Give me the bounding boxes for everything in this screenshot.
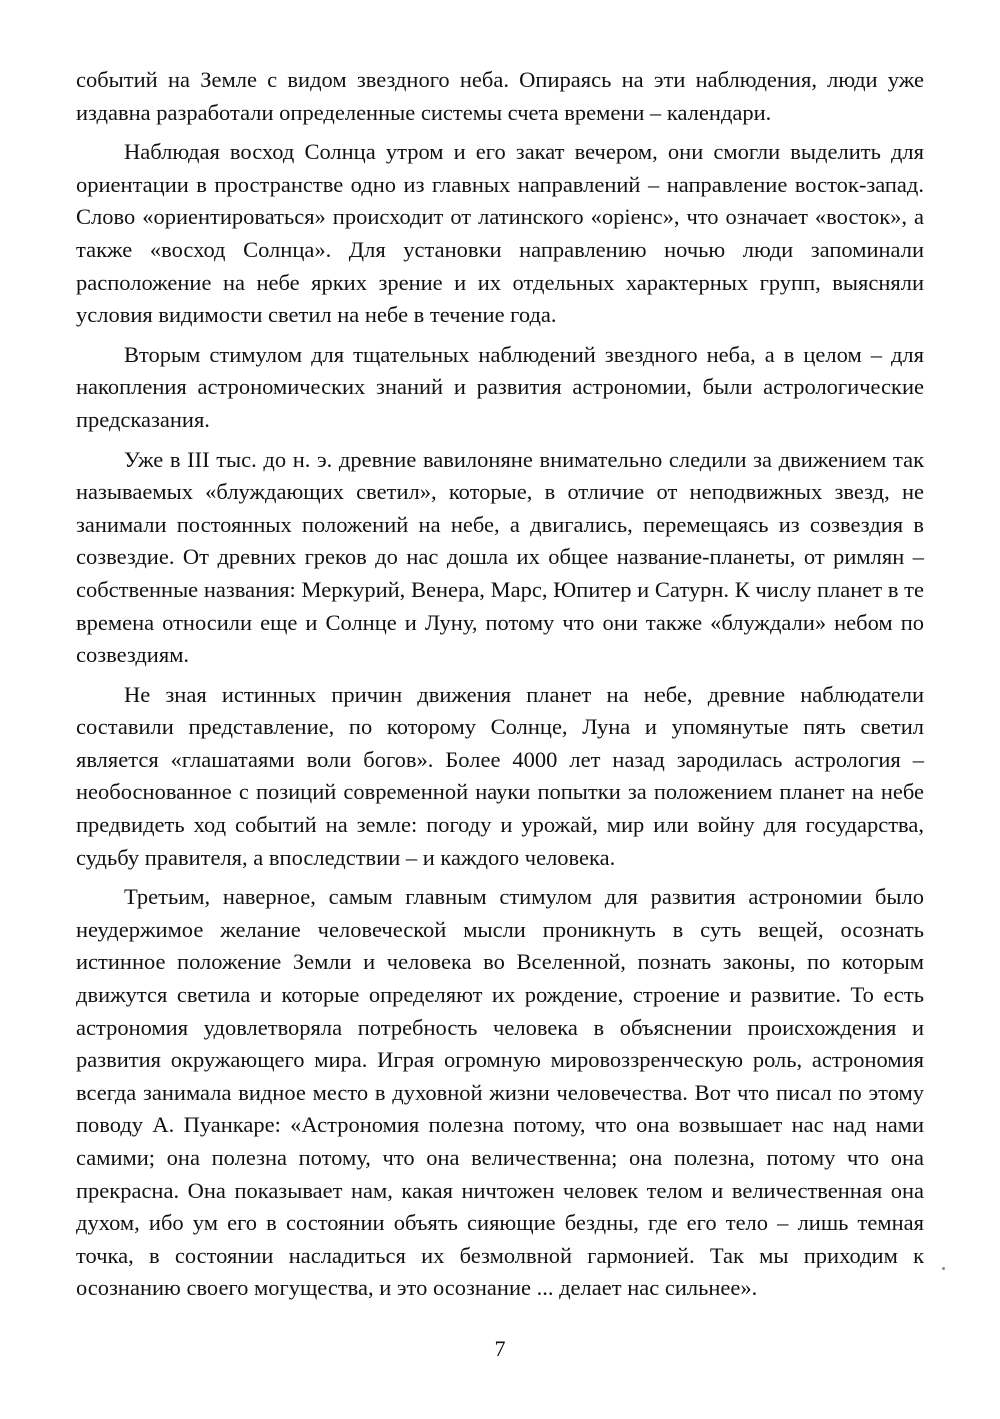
paragraph-sunrise-orientation: Наблюдая восход Солнца утром и его закат вечером, они смогли выделить для ориентации в пространстве одно из главных направлений – направление восток-запад. Слово «ориентироваться» происходит от латинского «оріенс», что означает «восток», а также «восход Солнца». Для установки направлению ночью люди запоминали расположение на небе ярких зрение и их отдельных характерных групп, выясняли условия видимости светил на небе в течение года. [76,139,924,328]
paragraph-wandering-planets: Уже в III тыс. до н. э. древние вавилоняне внимательно следили за движением так называемых «блуждающих светил», которые, в отличие от неподвижных звезд, не занимали постоянных положений на небе, а двигались, перемещаясь из созвездия в созвездие. От древних греков до нас дошла их общее название-планеты, от римлян – собственные названия: Меркурий, Венера, Марс, Юпитер и Сатурн. К числу планет в те времена относили еще и Солнце и Луну, потому что они также «блуждали» небом по созвездиям. [76,446,924,668]
page-number: 7 [494,1336,506,1361]
body-text [76,64,924,1305]
scan-speck [942,1267,945,1270]
paragraph-third-stimulus: Третьим, наверное, самым главным стимулом для развития астрономии было неудержимое желание человеческой мысли проникнуть в суть вещей, осознать истинное положение Земли и человека во Вселенной, познать законы, по которым движутся светила и которые определяют их рождение, строение и развитие. То есть астрономия удовлетворяла потребность человека в объяснении происхождения и развития окружающего мира. Играя огромную мировоззренческую роль, астрономия всегда занимала видное место в духовной жизни человечества. Вот что писал по этому поводу А. Пуанкаре: «Астрономия полезна потому, что она возвышает нас над нами самими; она полезна потому, что она величественна; она полезна, потому что она прекрасна. Она показывает нам, какая ничтожен человек телом и величественная она духом, ибо ум его в состоянии объять сияющие бездны, где его тело – лишь темная точка, в состоянии насладиться их безмолвной гармонией. Так мы приходим к осознанию своего могущества, и это осознание ... делает нас сильнее». [76,884,924,1301]
paragraph-continuation: событий на Земле с видом звездного неба. Опираясь на эти наблюдения, люди уже издавна разработали определенные системы счета времени – календари. [76,67,924,125]
paragraph-second-stimulus: Вторым стимулом для тщательных наблюдений звездного неба, а в целом – для накопления астрономических знаний и развития астрономии, были астрологические предсказания. [76,341,924,432]
paragraph-astrology: Не зная истинных причин движения планет на небе, древние наблюдатели составили представление, по которому Солнце, Луна и упомянутые пять светил является «глашатаями воли богов». Более 4000 лет назад зародилась астрология – необоснованное с позиций современной науки попытки за положением планет на небе предвидеть ход событий на земле: погоду и урожай, мир или войну для государства, судьбу правителя, а впоследствии – и каждого человека. [76,681,924,870]
